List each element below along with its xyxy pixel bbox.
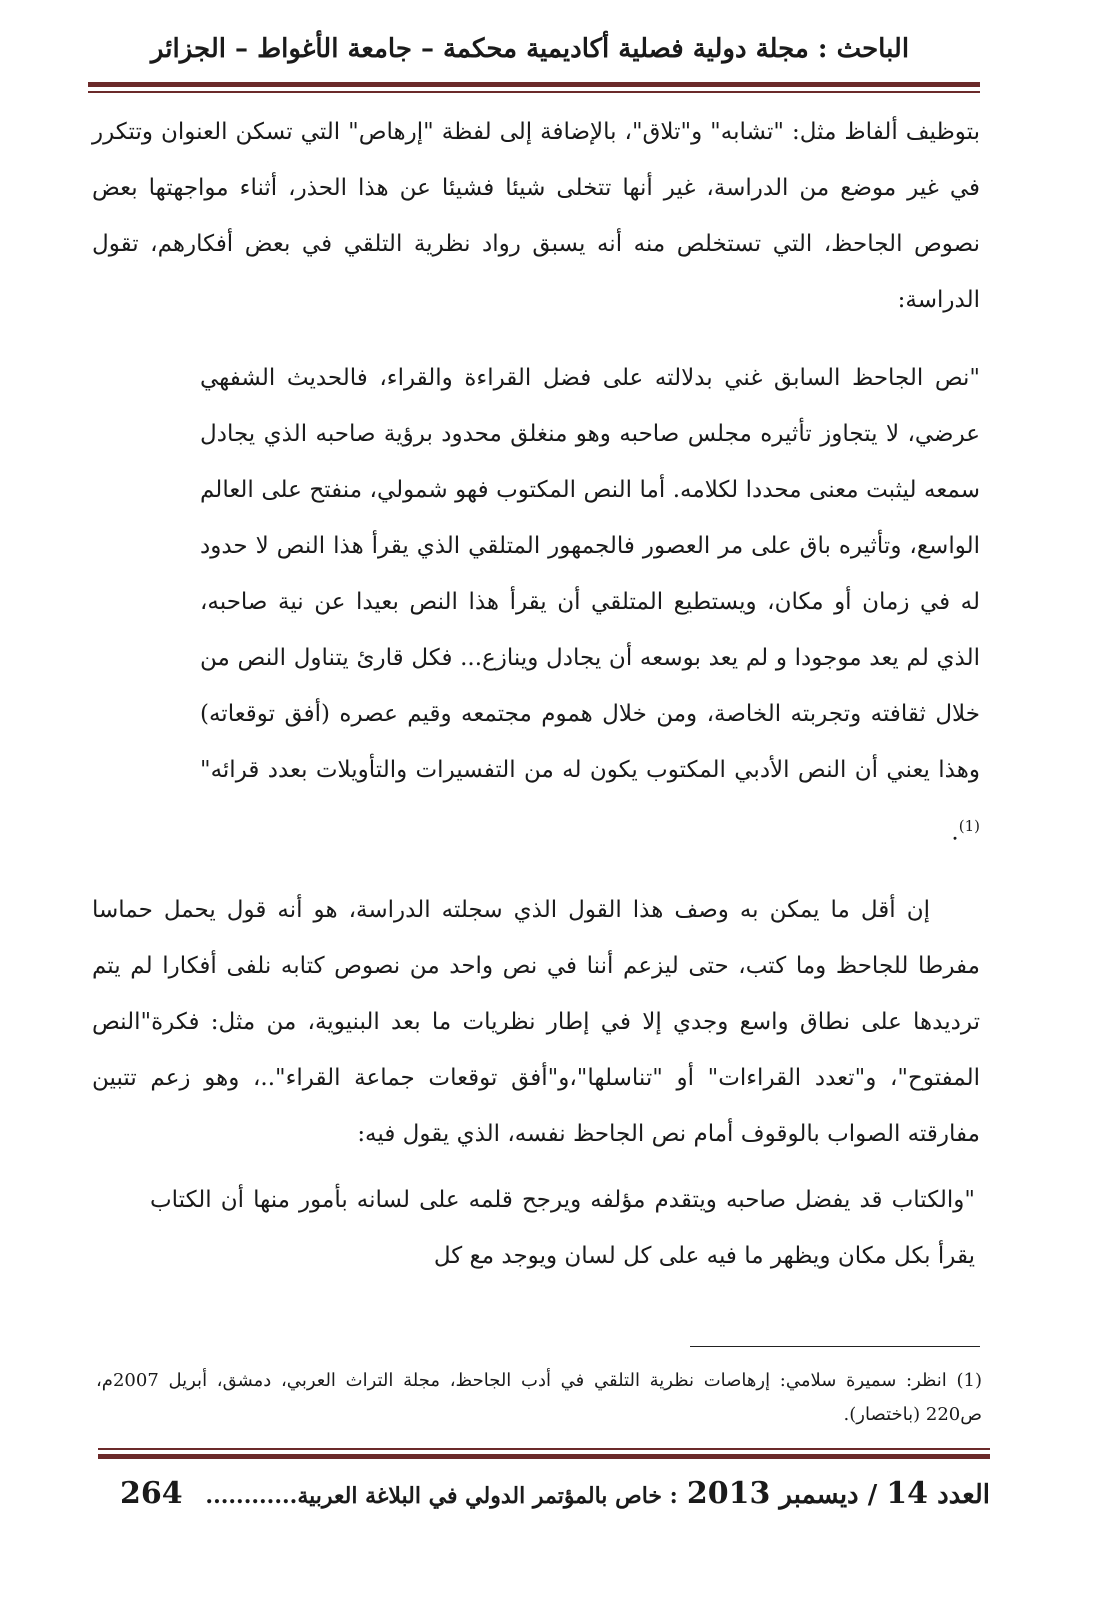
block-quote-1-text: "نص الجاحظ السابق غني بدلالته على فضل القراءة والقراء، فالحديث الشفهي عرضي، لا يتجاوز تأثيره مجلس صاحبه وهو منغلق محدود برؤية صاحبه الذي يجادل سمعه ليثبت معنى محددا لكلامه. أما النص المكتوب فهو شمولي، منفتح على العالم الواسع، وتأثيره باق على مر العصور فالجمهور المتلقي الذي يقرأ هذا النص لا حدود له في زمان أو مكان، ويستطيع المتلقي أن يقرأ هذا النص بعيدا عن نية صاحبه، الذي لم يعد موجودا و لم يعد بوسعه أن يجادل وينازع... فكل قارئ يتناول النص من خلال ثقافته وتجربته الخاصة، ومن خلال هموم مجتمعه وقيم عصره (أفق توقعاته) وهذا يعني أن النص الأدبي المكتوب يكون له من التفسيرات والتأويلات بعدد قرائه" bbox=[200, 365, 980, 783]
block-quote-1 bbox=[200, 350, 980, 861]
block-quote-2: "والكتاب قد يفضل صاحبه ويتقدم مؤلفه ويرجح قلمه على لسانه بأمور منها أن الكتاب يقرأ بكل مكان ويظهر ما فيه على كل لسان ويوجد مع كل bbox=[150, 1187, 975, 1269]
header-rule-thin bbox=[88, 91, 980, 93]
footer-rule-thick bbox=[98, 1454, 990, 1459]
footer-separator: / bbox=[867, 1480, 878, 1510]
block-quote-1-period: . bbox=[951, 819, 959, 846]
footer-issue-number: 14 bbox=[886, 1476, 929, 1511]
footer-month: ديسمبر bbox=[779, 1480, 859, 1510]
footer-rule-thin bbox=[98, 1448, 990, 1450]
footnote-ref-1: (1) bbox=[958, 817, 980, 835]
body-paragraph-1: بتوظيف ألفاظ مثل: "تشابه" و"تلاق"، بالإضافة إلى لفظة "إرهاص" التي تسكن العنوان وتتكرر في غير موضع من الدراسة، غير أنها تتخلى شيئا فشيئا عن هذا الحذر، أثناء مواجهتها بعض نصوص الجاحظ، التي تستخلص منه أنه يسبق رواد نظرية التلقي في بعض أفكارهم، تقول الدراسة: bbox=[92, 119, 980, 313]
footer-issue-info bbox=[205, 1476, 990, 1511]
footer-issue-label: العدد bbox=[937, 1480, 990, 1510]
header-rule-thick bbox=[88, 82, 980, 87]
body-paragraph-2: إن أقل ما يمكن به وصف هذا القول الذي سجلته الدراسة، هو أنه قول يحمل حماسا مفرطا للجاحظ وما كتب، حتى ليزعم أننا في نص واحد من نصوص كتابه نلفى أفكارا لم يتم ترديدها على نطاق واسع وجدي إلا في إطار نظريات ما بعد البنيوية، من مثل: فكرة"النص المفتوح"، و"تعدد القراءات" أو "تناسلها"،و"أفق توقعات جماعة القراء"..، وهو زعم تتبين مفارقته الصواب بالوقوف أمام نص الجاحظ نفسه، الذي يقول فيه: bbox=[92, 897, 980, 1147]
footer-description: : خاص بالمؤتمر الدولي في البلاغة العربية............ bbox=[205, 1483, 678, 1509]
footnote-separator bbox=[690, 1346, 980, 1347]
running-header: الباحث : مجلة دولية فصلية أكاديمية محكمة – جامعة الأغواط – الجزائر bbox=[150, 34, 910, 64]
page-number: 264 bbox=[120, 1476, 183, 1511]
footnote-1: (1) انظر: سميرة سلامي: إرهاصات نظرية التلقي في أدب الجاحظ، مجلة التراث العربي، دمشق، أبريل 2007م، ص220 (باختصار). bbox=[96, 1370, 982, 1425]
footer-year: 2013 bbox=[686, 1476, 771, 1511]
page-footer bbox=[120, 1476, 990, 1516]
